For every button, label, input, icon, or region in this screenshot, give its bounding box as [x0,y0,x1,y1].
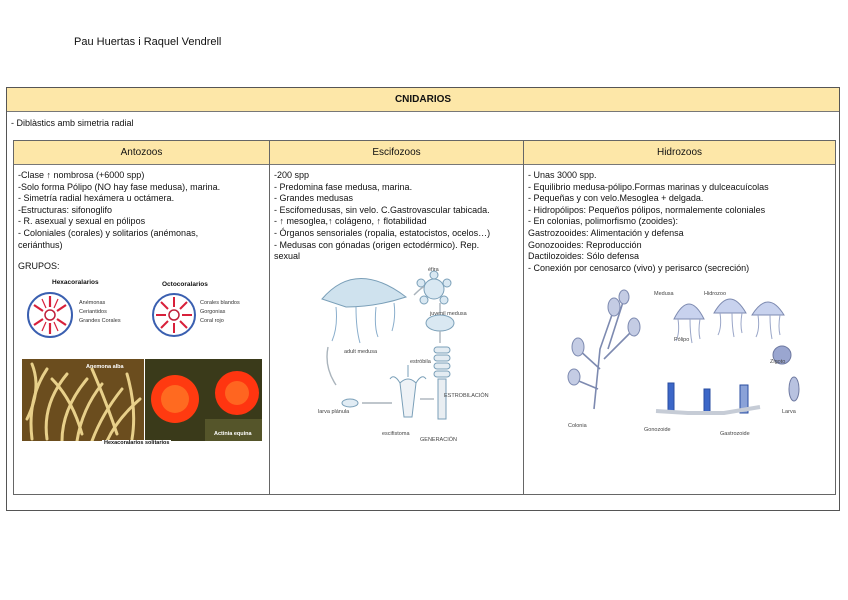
octocoralarios-label: Octocoralarios [162,281,208,288]
text-line: - Pequeñas y con velo.Mesoglea + delgada. [528,193,704,204]
text-line: - Unas 3000 spp. [528,170,597,180]
legend-item: Coral rojo [200,318,224,324]
column-hidrozoos [523,141,835,494]
intro-text: - Diblàstics amb simetria radial [11,118,134,128]
comparison-table [13,140,836,495]
text-line: - Grandes medusas [274,193,354,204]
diagram-label: Medusa [654,291,674,297]
text-line: -200 spp [274,170,310,180]
diagram-label: Pólipo [674,337,690,343]
text-line: -Estructuras: sifonoglifo [18,204,113,215]
hexa-legend [79,299,121,326]
page-title: CNIDARIOS [7,88,839,112]
text-line: Gonozooides: Reproducción [528,239,642,250]
diagram-label: escifistoma [382,431,410,437]
text-line: Dactilozoides: Sólo defensa [528,251,640,262]
diagram-label: Gastrozoide [720,431,750,437]
text-line: Gastrozooides: Alimentación y defensa [528,227,684,238]
solitary-caption: Hexacoralarios solitarios [104,440,170,446]
text-line: - Órganos sensoriales (ropalia, estatocistos, ocelos…) [274,227,491,238]
authors: Pau Huertas i Raquel Vendrell [74,36,222,48]
diagram-label: GENERACIÓN [420,437,457,443]
diagram-label: adult medusa [344,349,378,355]
text-line: - Predomina fase medusa, marina. [274,181,413,192]
column-header: Antozoos [14,141,269,165]
text-line: - Equilibrio medusa-pólipo.Formas marinas y dulceacuícolas [528,181,769,192]
column-body [14,165,269,278]
column-header: Escifozoos [270,141,523,165]
diagram-label: Larva [782,409,796,415]
scyphozoan-life-cycle-diagram [316,267,478,443]
text-line: - Coloniales (corales) y solitarios (anémonas, [18,227,199,238]
text-line: -Solo forma Pólipo (NO hay fase medusa), marina. [18,181,221,192]
text-line: - En colonias, polimorfismo (zooides): [528,216,679,227]
diagram-label: estróbila [410,359,431,365]
legend-item: Ceriantidos [79,309,107,315]
diagram-label: Zigoto [770,359,786,365]
column-escifozoos [269,141,523,494]
column-antozoos [14,141,269,494]
photo-1-caption: Anemona alba [86,364,124,370]
text-line: - R. asexual y sexual en pólipos [18,216,146,227]
anemone-photo-2 [145,359,262,441]
text-line: - ↑ mesoglea,↑ colágeno, ↑ flotabilidad [274,216,427,227]
diagram-label: larva plánula [318,409,350,415]
diagram-label: Colonia [568,423,587,429]
legend-item: Grandes Corales [79,318,121,324]
text-line: - Simetría radial hexámera u octámera. [18,193,175,204]
column-body [270,165,523,268]
hexacoralarios-label: Hexacoralarios [52,279,99,286]
legend-item: Corales blandos [200,300,240,306]
diagram-label: juvenil medusa [430,311,467,317]
text-line: - Conexión por cenosarco (vivo) y perisarco (secreción) [528,262,750,273]
column-header: Hidrozoos [524,141,835,165]
document-frame [6,87,840,511]
text-line: - Hidropólipos: Pequeños pólipos, normalemente coloniales [528,204,766,215]
diagram-label: ESTROBILACIÓN [444,393,489,399]
diagram-label: Hidrozoo [704,291,727,297]
diagram-label: éfira [428,267,439,273]
legend-item: Anémonas [79,300,106,306]
grupos-label: GRUPOS: [18,261,60,272]
legend-item: Gorgonias [200,309,226,315]
photo-2-caption: Actinia equina [214,431,252,437]
anemone-photo-1 [22,359,144,441]
column-body [524,165,835,279]
octo-legend [200,299,240,326]
text-line: sexual [274,251,301,262]
text-line: - Medusas con gónadas (origen ectodérmico). Rep. [274,239,480,250]
text-line: ceriánthus) [18,239,63,250]
text-line: -Clase ↑ nombrosa (+6000 spp) [18,170,145,180]
diagram-label: Gonozoide [644,427,671,433]
text-line: - Escifomedusas, sin velo. C.Gastrovascular tabicada. [274,204,490,215]
